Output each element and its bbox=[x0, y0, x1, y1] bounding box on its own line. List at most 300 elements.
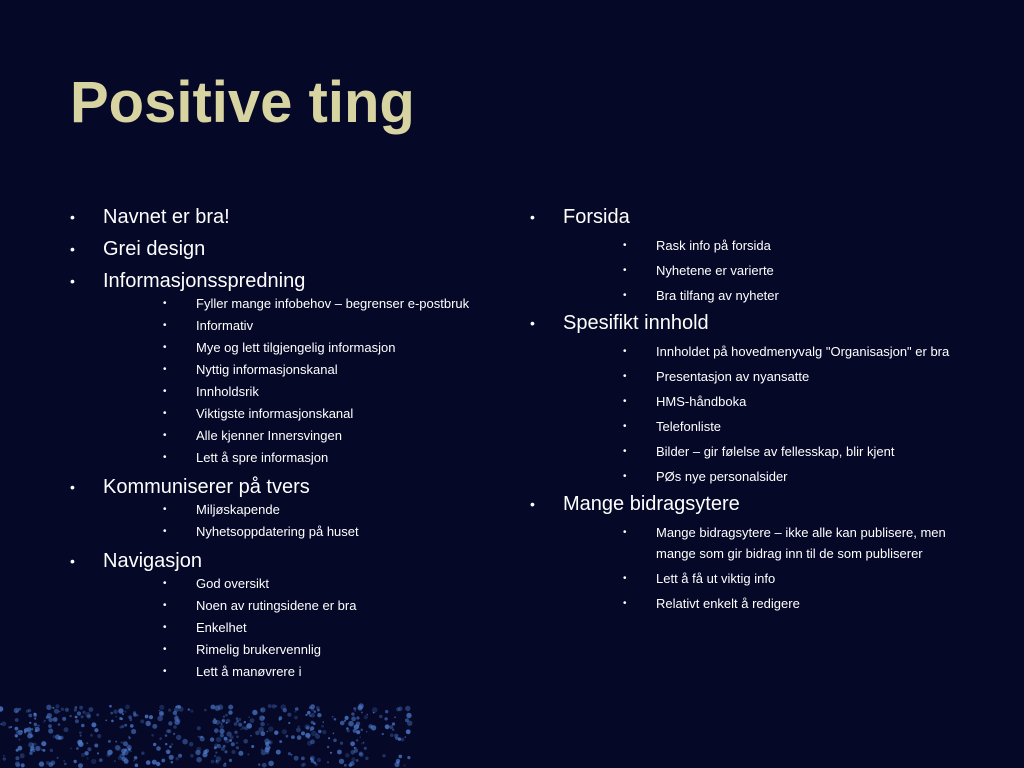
decorative-dot bbox=[217, 744, 221, 748]
bullet-icon: • bbox=[163, 342, 167, 353]
decorative-dot bbox=[361, 712, 363, 714]
decorative-dot bbox=[8, 726, 10, 728]
decorative-dot bbox=[115, 741, 117, 743]
decorative-dot bbox=[65, 708, 69, 712]
decorative-dot bbox=[58, 723, 61, 726]
decorative-dot bbox=[107, 753, 111, 757]
left-sub-label: Nyhetsoppdatering på huset bbox=[196, 524, 359, 539]
decorative-dot bbox=[94, 744, 98, 748]
decorative-dot bbox=[35, 746, 40, 751]
decorative-dot bbox=[94, 728, 98, 732]
decorative-dot bbox=[214, 755, 216, 757]
decorative-dot bbox=[322, 730, 326, 734]
decorative-dot bbox=[345, 753, 350, 758]
left-sub-label: Noen av rutingsidene er bra bbox=[196, 598, 357, 613]
left-sub-label: Lett å manøvrere i bbox=[196, 664, 302, 679]
decorative-dot bbox=[260, 722, 265, 727]
decorative-dot bbox=[169, 745, 172, 748]
decorative-dot bbox=[267, 724, 269, 726]
bullet-icon: • bbox=[163, 408, 167, 419]
left-sub-item bbox=[163, 448, 510, 468]
decorative-dot bbox=[361, 743, 363, 745]
decorative-dot bbox=[48, 724, 52, 728]
decorative-dot bbox=[305, 714, 307, 716]
left-sub-list bbox=[163, 500, 510, 542]
decorative-dot bbox=[152, 760, 157, 765]
decorative-dot bbox=[306, 726, 310, 730]
left-bullet-item bbox=[70, 205, 510, 230]
decorative-dot bbox=[3, 757, 6, 760]
decorative-dot bbox=[302, 763, 306, 767]
decorative-dot bbox=[21, 763, 25, 767]
right-sub-item bbox=[623, 366, 960, 387]
decorative-dot bbox=[124, 759, 129, 764]
decorative-dot bbox=[294, 716, 298, 720]
decorative-dot bbox=[318, 730, 322, 734]
decorative-dot bbox=[77, 711, 81, 715]
decorative-dot bbox=[50, 749, 53, 752]
decorative-dot bbox=[97, 734, 101, 738]
bullet-icon: • bbox=[530, 315, 535, 331]
decorative-dot bbox=[327, 761, 329, 763]
decorative-dot bbox=[372, 707, 378, 713]
decorative-dot bbox=[140, 719, 144, 723]
decorative-dot bbox=[118, 708, 123, 713]
bullet-icon: • bbox=[163, 622, 167, 633]
decorative-dot bbox=[354, 749, 358, 753]
decorative-dot bbox=[205, 749, 209, 753]
left-bullet-label: Navnet er bra! bbox=[103, 206, 230, 228]
bullet-icon: • bbox=[623, 290, 627, 301]
bullet-icon: • bbox=[623, 371, 627, 382]
decorative-dot bbox=[347, 729, 350, 732]
decorative-dot bbox=[321, 725, 324, 728]
decorative-dot bbox=[44, 720, 46, 722]
decorative-dot bbox=[110, 712, 113, 715]
decorative-dot bbox=[314, 711, 316, 713]
bullet-icon: • bbox=[70, 553, 75, 569]
decorative-dot bbox=[91, 759, 96, 764]
decorative-dot bbox=[301, 731, 305, 735]
decorative-dot bbox=[30, 734, 33, 737]
decorative-dot bbox=[275, 705, 277, 707]
bullet-icon: • bbox=[623, 265, 627, 276]
decorative-dot bbox=[337, 750, 342, 755]
decorative-dot bbox=[18, 730, 23, 735]
decorative-dot bbox=[283, 708, 287, 712]
decorative-dot bbox=[268, 761, 274, 767]
decorative-dot bbox=[57, 757, 59, 759]
decorative-dot bbox=[228, 705, 233, 710]
decorative-dot bbox=[265, 751, 269, 755]
decorative-dot bbox=[89, 707, 94, 712]
decorative-dot bbox=[18, 739, 20, 741]
decorative-dot bbox=[14, 708, 19, 713]
decorative-dot bbox=[128, 715, 132, 719]
decorative-dot bbox=[79, 706, 83, 710]
decorative-dot bbox=[360, 729, 363, 732]
decorative-dot bbox=[234, 722, 238, 726]
decorative-dot bbox=[32, 749, 35, 752]
decorative-dot bbox=[199, 736, 201, 738]
decorative-dot bbox=[334, 718, 337, 721]
decorative-dot bbox=[165, 743, 167, 745]
left-sub-item bbox=[163, 360, 510, 380]
decorative-dot bbox=[48, 718, 53, 723]
decorative-dot bbox=[236, 746, 239, 749]
decorative-dot bbox=[250, 718, 255, 723]
left-sub-item bbox=[163, 426, 510, 446]
bullet-icon: • bbox=[163, 666, 167, 677]
decorative-dot bbox=[379, 715, 383, 719]
decorative-dot bbox=[178, 754, 182, 758]
right-sub-label: Presentasjon av nyansatte bbox=[656, 369, 810, 384]
bullet-icon: • bbox=[530, 209, 535, 225]
decorative-dot bbox=[146, 760, 151, 765]
decorative-dot bbox=[274, 731, 278, 735]
decorative-dot bbox=[15, 734, 18, 737]
decorative-dot bbox=[121, 741, 123, 743]
decorative-dot bbox=[123, 741, 128, 746]
decorative-dot bbox=[82, 711, 85, 714]
decorative-dot bbox=[316, 706, 320, 710]
decorative-dot bbox=[236, 735, 239, 738]
decorative-dot bbox=[131, 729, 136, 734]
decorative-dot bbox=[28, 714, 32, 718]
decorative-dot bbox=[15, 756, 19, 760]
bullet-icon: • bbox=[163, 578, 167, 589]
decorative-dot bbox=[224, 750, 227, 753]
decorative-dot bbox=[167, 751, 170, 754]
decorative-dot bbox=[291, 735, 295, 739]
decorative-dot bbox=[34, 726, 36, 728]
right-sub-label: HMS-håndboka bbox=[656, 394, 747, 409]
decorative-dot bbox=[15, 727, 19, 731]
right-bullet-item bbox=[530, 492, 960, 614]
decorative-dot bbox=[306, 733, 311, 738]
decorative-dot bbox=[145, 715, 149, 719]
decorative-dot bbox=[215, 720, 220, 725]
decorative-dot bbox=[69, 715, 71, 717]
decorative-dot bbox=[351, 717, 356, 722]
decorative-dot bbox=[240, 729, 242, 731]
left-sub-label: Miljøskapende bbox=[196, 502, 280, 517]
decorative-dot bbox=[97, 752, 99, 754]
bullet-icon: • bbox=[530, 496, 535, 512]
decorative-dot bbox=[276, 750, 281, 755]
slide-title: Positive ting bbox=[70, 70, 415, 135]
decorative-dot bbox=[96, 713, 99, 716]
left-bullet-label: Grei design bbox=[103, 238, 206, 260]
decorative-dot bbox=[382, 733, 384, 735]
right-sub-label: Lett å få ut viktig info bbox=[656, 571, 776, 586]
decorative-dot bbox=[307, 711, 311, 715]
decorative-dot bbox=[310, 729, 312, 731]
decorative-dot bbox=[87, 757, 89, 759]
decorative-dot bbox=[81, 724, 85, 728]
decorative-dot bbox=[34, 718, 36, 720]
decorative-dot bbox=[188, 708, 190, 710]
left-sub-label: Innholdsrik bbox=[196, 384, 259, 399]
decorative-dot bbox=[161, 759, 165, 763]
decorative-dot bbox=[70, 748, 72, 750]
bullet-icon: • bbox=[623, 598, 627, 609]
decorative-dot bbox=[244, 726, 248, 730]
decorative-dot bbox=[78, 741, 84, 747]
decorative-dot bbox=[405, 718, 409, 722]
left-bullet-list bbox=[70, 205, 510, 682]
decorative-dot bbox=[81, 715, 84, 718]
decorative-dot bbox=[345, 716, 349, 720]
decorative-dot bbox=[385, 717, 388, 720]
decorative-dot bbox=[399, 755, 403, 759]
right-bullet-list bbox=[530, 205, 960, 614]
decorative-dot bbox=[81, 753, 85, 757]
decorative-dot bbox=[224, 737, 228, 741]
decorative-dot bbox=[238, 751, 243, 756]
decorative-dot bbox=[91, 722, 96, 727]
left-sub-list bbox=[163, 574, 510, 682]
decorative-dot bbox=[385, 724, 390, 729]
decorative-dot bbox=[133, 713, 137, 717]
decorative-dot bbox=[373, 712, 375, 714]
right-sub-item bbox=[623, 341, 960, 362]
bullet-icon: • bbox=[163, 320, 167, 331]
decorative-dot bbox=[54, 709, 59, 714]
decorative-dot bbox=[406, 713, 411, 718]
decorative-dot bbox=[75, 716, 78, 719]
bullet-icon: • bbox=[163, 504, 167, 515]
decorative-dot bbox=[230, 735, 234, 739]
decorative-dot bbox=[61, 708, 64, 711]
decorative-dot bbox=[29, 722, 31, 724]
left-bullet-label: Navigasjon bbox=[103, 550, 202, 572]
decorative-dot bbox=[231, 742, 235, 746]
decorative-dot bbox=[38, 725, 40, 727]
decorative-dot bbox=[244, 721, 246, 723]
decorative-dot bbox=[392, 722, 395, 725]
left-sub-item bbox=[163, 338, 510, 358]
decorative-dot bbox=[242, 726, 245, 729]
decorative-dot bbox=[248, 716, 250, 718]
decorative-dot bbox=[223, 716, 225, 718]
bullet-icon: • bbox=[163, 386, 167, 397]
decorative-dot bbox=[396, 707, 400, 711]
decorative-dot bbox=[189, 742, 194, 747]
decorative-dot bbox=[196, 757, 202, 763]
decorative-dot bbox=[80, 735, 82, 737]
decorative-dot bbox=[125, 705, 130, 710]
decorative-dot bbox=[114, 760, 116, 762]
decorative-dot bbox=[359, 752, 363, 756]
decorative-dot bbox=[53, 717, 58, 722]
decorative-dot bbox=[176, 757, 179, 760]
decorative-dot bbox=[32, 743, 35, 746]
decorative-dot bbox=[406, 729, 411, 734]
bullet-icon: • bbox=[623, 446, 627, 457]
decorative-dot bbox=[182, 739, 188, 745]
decorative-dot bbox=[250, 735, 252, 737]
bullet-icon: • bbox=[70, 479, 75, 495]
decorative-dot bbox=[252, 710, 257, 715]
decorative-dot bbox=[382, 754, 385, 757]
decorative-dot bbox=[47, 713, 52, 718]
decorative-dot bbox=[124, 724, 127, 727]
left-sub-list bbox=[163, 294, 510, 468]
left-sub-item bbox=[163, 522, 510, 542]
decorative-dot bbox=[288, 722, 290, 724]
left-sub-item bbox=[163, 640, 510, 660]
decorative-dot bbox=[116, 746, 122, 752]
decorative-dot bbox=[340, 721, 345, 726]
decorative-dot bbox=[288, 752, 291, 755]
decorative-dot bbox=[287, 713, 291, 717]
decorative-dot bbox=[210, 737, 214, 741]
left-sub-item bbox=[163, 618, 510, 638]
decorative-dot-pattern bbox=[0, 698, 420, 768]
decorative-dot bbox=[135, 764, 139, 768]
decorative-dot bbox=[141, 752, 144, 755]
decorative-dot bbox=[216, 756, 221, 761]
decorative-dot bbox=[311, 731, 316, 736]
bullet-icon: • bbox=[163, 452, 167, 463]
decorative-dot bbox=[173, 733, 175, 735]
decorative-dot bbox=[167, 729, 171, 733]
decorative-dot bbox=[298, 725, 300, 727]
decorative-dot bbox=[353, 707, 356, 710]
decorative-dot bbox=[214, 718, 216, 720]
decorative-dot bbox=[1, 721, 6, 726]
decorative-dot bbox=[401, 738, 405, 742]
bullet-icon: • bbox=[623, 573, 627, 584]
decorative-dot bbox=[174, 707, 179, 712]
decorative-dot bbox=[232, 750, 236, 754]
bullet-icon: • bbox=[70, 241, 75, 257]
right-sub-item bbox=[623, 568, 960, 589]
decorative-dot bbox=[134, 756, 138, 760]
bullet-icon: • bbox=[70, 273, 75, 289]
decorative-dot bbox=[223, 764, 227, 768]
left-sub-label: Viktigste informasjonskanal bbox=[196, 406, 354, 421]
decorative-dot bbox=[152, 724, 157, 729]
decorative-dot bbox=[364, 747, 367, 750]
decorative-dot bbox=[269, 741, 271, 743]
decorative-dot bbox=[354, 710, 356, 712]
left-sub-item bbox=[163, 404, 510, 424]
bullet-icon: • bbox=[163, 644, 167, 655]
right-column bbox=[530, 205, 960, 619]
right-sub-item bbox=[623, 416, 960, 437]
decorative-dot bbox=[55, 734, 60, 739]
decorative-dot bbox=[46, 761, 50, 765]
right-sub-label: PØs nye personalsider bbox=[656, 469, 788, 484]
decorative-dot bbox=[234, 731, 237, 734]
decorative-dot bbox=[220, 733, 224, 737]
decorative-dot bbox=[236, 742, 238, 744]
decorative-dot bbox=[63, 760, 65, 762]
decorative-dot bbox=[286, 735, 289, 738]
left-sub-label: Enkelhet bbox=[196, 620, 247, 635]
bullet-icon: • bbox=[623, 240, 627, 251]
right-sub-item bbox=[623, 522, 960, 564]
right-sub-label: Relativt enkelt å redigere bbox=[656, 596, 800, 611]
decorative-dot bbox=[279, 740, 282, 743]
decorative-dot bbox=[190, 754, 194, 758]
decorative-dot bbox=[115, 716, 117, 718]
decorative-dot bbox=[316, 733, 318, 735]
decorative-dot bbox=[226, 722, 228, 724]
decorative-dot bbox=[333, 733, 335, 735]
decorative-dot bbox=[146, 721, 151, 726]
decorative-dot bbox=[18, 746, 23, 751]
decorative-dot bbox=[394, 716, 396, 718]
decorative-dot bbox=[0, 706, 3, 711]
decorative-dot bbox=[79, 731, 82, 734]
decorative-dot bbox=[251, 745, 254, 748]
bullet-icon: • bbox=[623, 471, 627, 482]
decorative-dot bbox=[368, 724, 372, 728]
decorative-dot bbox=[296, 728, 301, 733]
decorative-dot bbox=[333, 739, 337, 743]
decorative-dot bbox=[120, 718, 123, 721]
decorative-dot bbox=[165, 734, 168, 737]
decorative-dot bbox=[258, 763, 260, 765]
decorative-dot bbox=[221, 723, 223, 725]
decorative-dot bbox=[330, 752, 332, 754]
left-sub-item bbox=[163, 316, 510, 336]
decorative-dot bbox=[394, 734, 398, 738]
decorative-dot bbox=[159, 737, 162, 740]
decorative-dot bbox=[153, 743, 156, 746]
decorative-dot bbox=[366, 731, 368, 733]
decorative-dot bbox=[348, 721, 354, 727]
decorative-dot bbox=[109, 705, 112, 708]
right-sub-item bbox=[623, 466, 960, 487]
right-sub-label: Innholdet på hovedmenyvalg "Organisasjon" er bra bbox=[656, 344, 950, 359]
left-bullet-item bbox=[70, 237, 510, 262]
decorative-dot bbox=[216, 737, 221, 742]
left-sub-label: Fyller mange infobehov – begrenser e-postbruk bbox=[196, 296, 470, 311]
left-sub-label: Lett å spre informasjon bbox=[196, 450, 329, 465]
decorative-dot bbox=[128, 736, 130, 738]
decorative-dot bbox=[159, 711, 164, 716]
decorative-dot bbox=[169, 755, 174, 760]
decorative-dot bbox=[228, 710, 232, 714]
decorative-dot bbox=[24, 732, 26, 734]
bullet-icon: • bbox=[623, 346, 627, 357]
decorative-dot bbox=[295, 707, 299, 711]
decorative-dot bbox=[294, 711, 296, 713]
decorative-dot bbox=[46, 705, 51, 710]
decorative-dot bbox=[247, 753, 249, 755]
decorative-dot bbox=[122, 713, 124, 715]
right-sub-label: Bilder – gir følelse av fellesskap, blir kjent bbox=[656, 444, 895, 459]
decorative-dot bbox=[282, 729, 287, 734]
decorative-dot bbox=[214, 728, 219, 733]
left-sub-label: Nyttig informasjonskanal bbox=[196, 362, 338, 377]
decorative-dot bbox=[327, 746, 329, 748]
bullet-icon: • bbox=[623, 421, 627, 432]
decorative-dot bbox=[20, 753, 25, 758]
decorative-dot bbox=[151, 734, 154, 737]
decorative-dot bbox=[215, 752, 217, 754]
right-sub-label: Bra tilfang av nyheter bbox=[656, 288, 779, 303]
decorative-dot bbox=[313, 722, 316, 725]
decorative-dot bbox=[171, 761, 174, 764]
decorative-dot bbox=[236, 717, 239, 720]
decorative-dot bbox=[90, 734, 93, 737]
decorative-dot bbox=[105, 720, 107, 722]
